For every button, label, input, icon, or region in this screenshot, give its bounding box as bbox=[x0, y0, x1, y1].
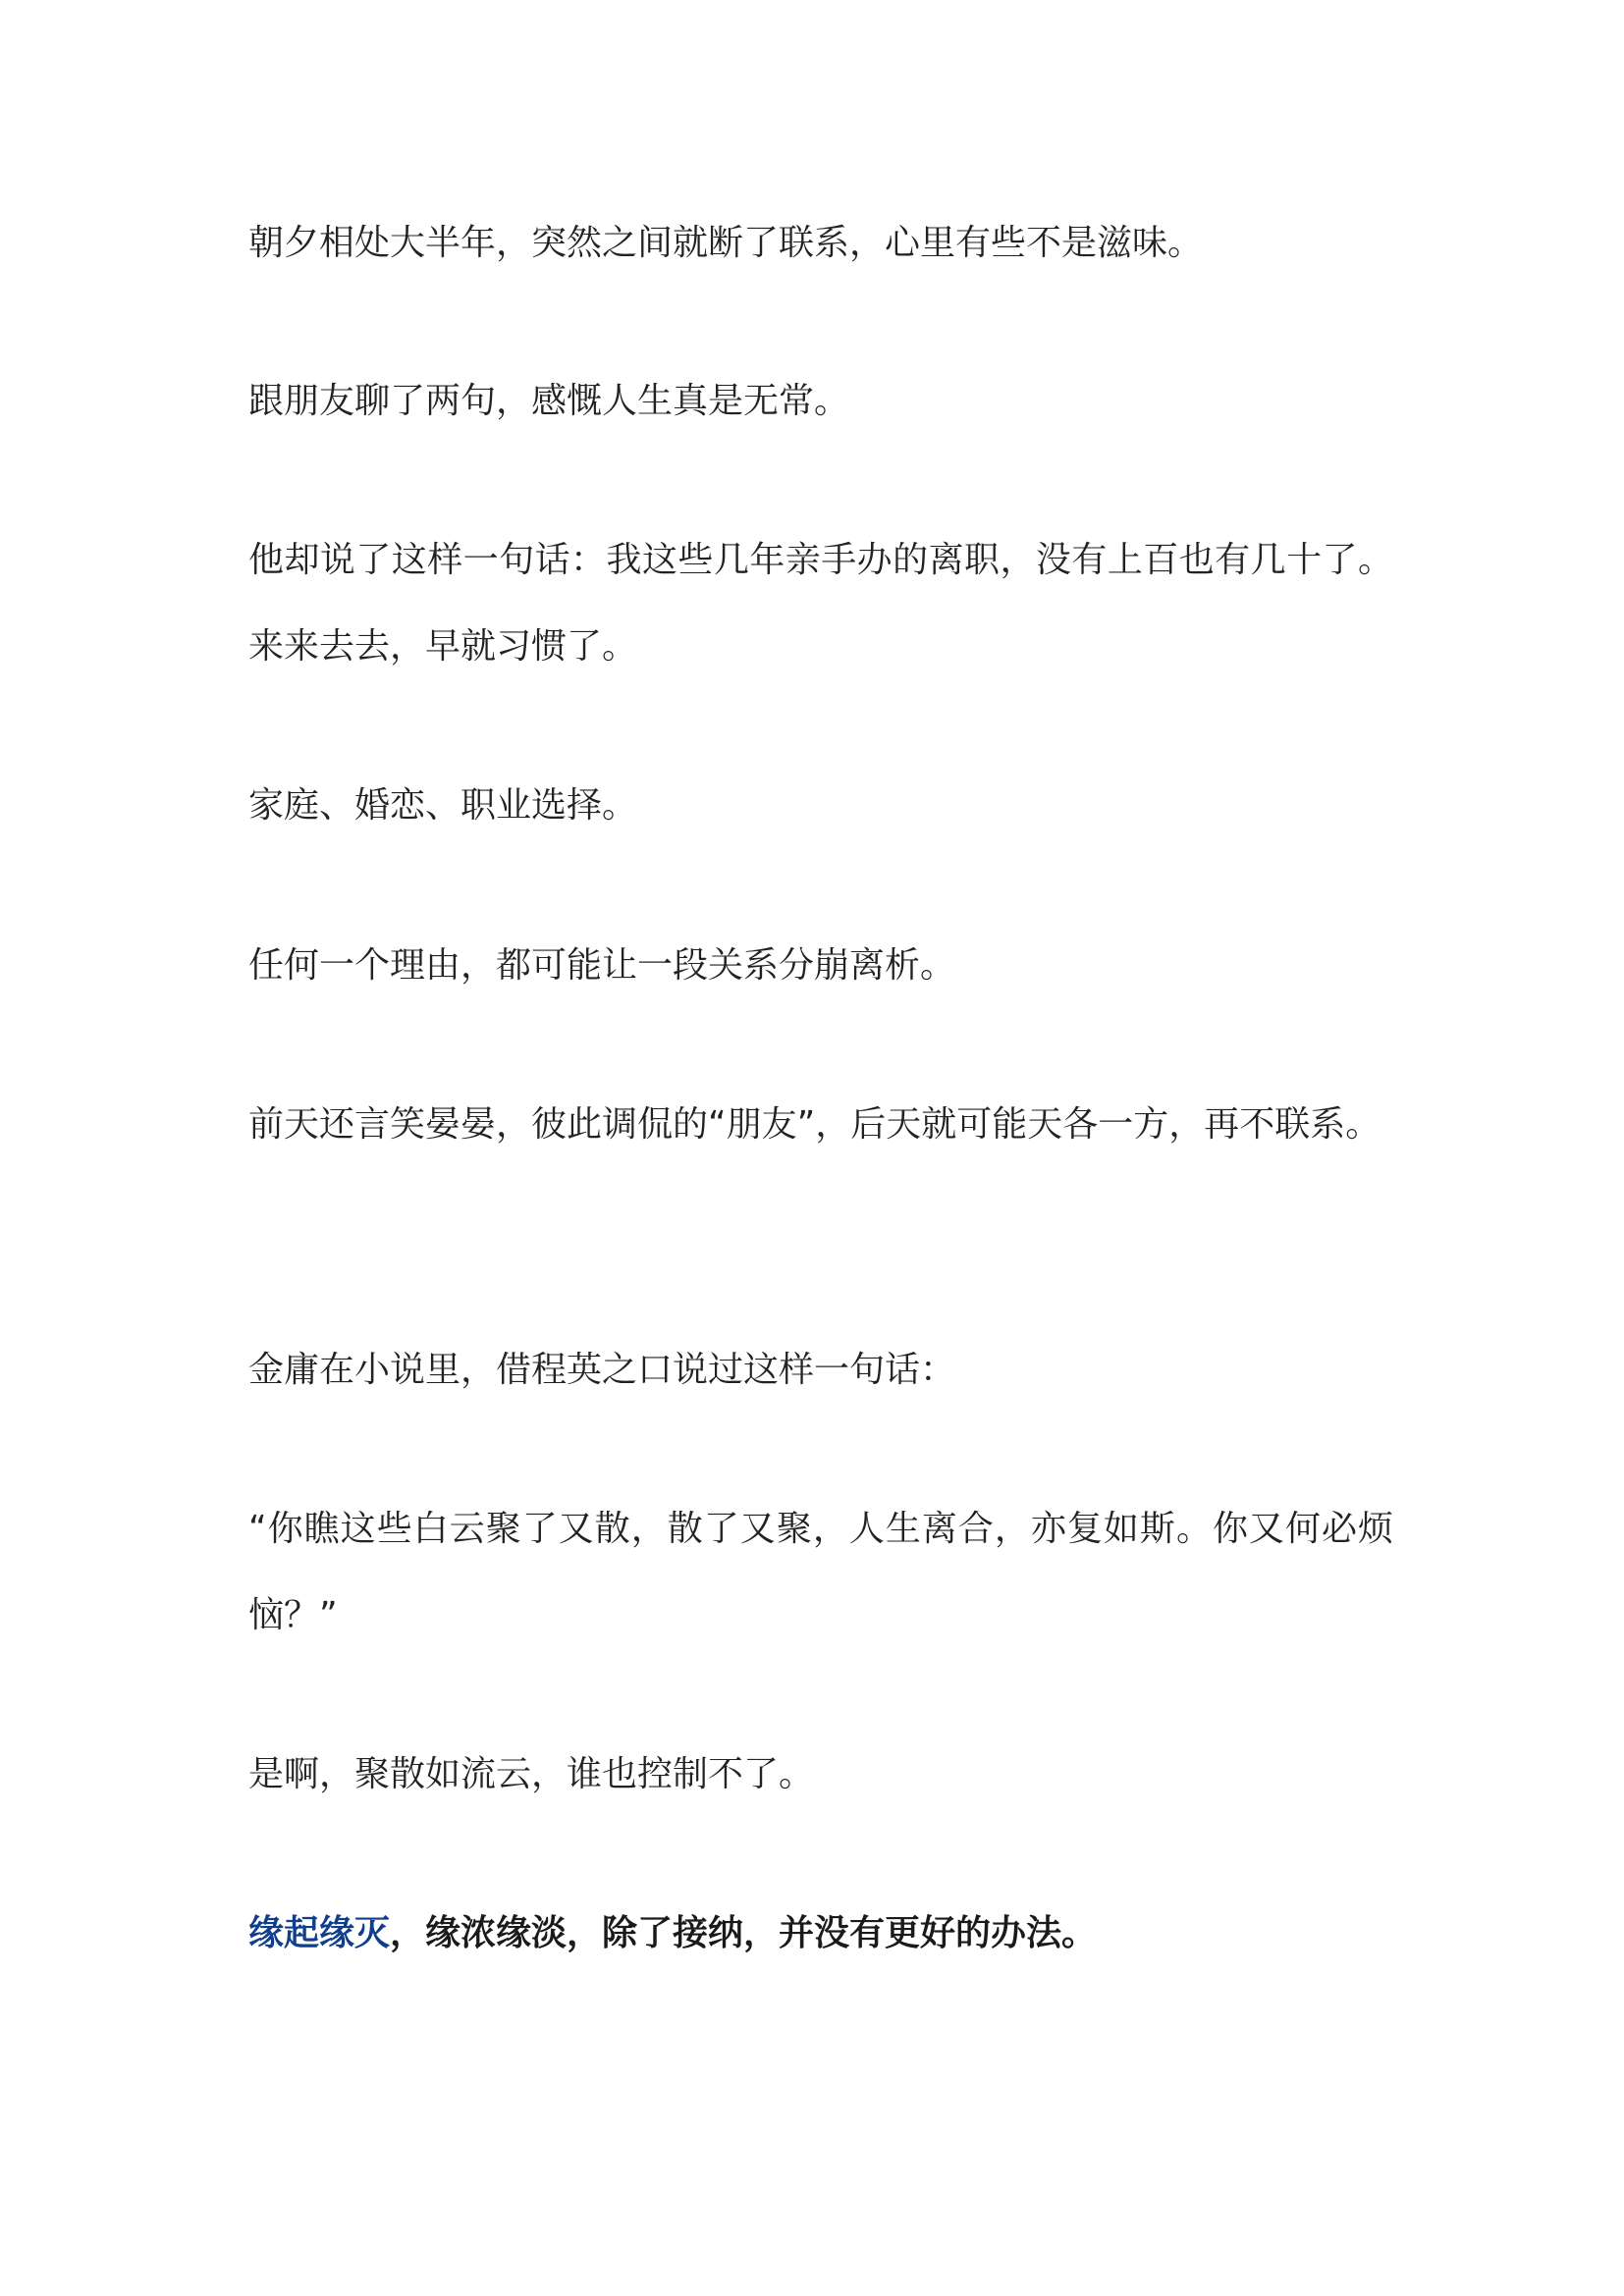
paragraph: 朝夕相处大半年，突然之间就断了联系，心里有些不是滋味。 bbox=[248, 223, 1204, 263]
paragraph: 任何一个理由，都可能让一段关系分崩离析。 bbox=[248, 945, 956, 986]
paragraph: 是啊，聚散如流云，谁也控制不了。 bbox=[248, 1754, 815, 1794]
paragraph: 家庭、婚恋、职业选择。 bbox=[248, 785, 638, 826]
closing-paragraph bbox=[248, 1891, 1393, 1977]
closing-text: ，缘浓缘淡，除了接纳，并没有更好的办法。 bbox=[390, 1913, 1098, 1953]
quote-paragraph: “你瞧这些白云聚了又散，散了又聚，人生离合，亦复如斯。你又何必烦恼？” bbox=[248, 1509, 1393, 1635]
paragraph: 他却说了这样一句话：我这些几年亲手办的离职，没有上百也有几十了。来来去去，早就习惯了。 bbox=[248, 540, 1393, 667]
paragraph: 前天还言笑晏晏，彼此调侃的“朋友”，后天就可能天各一方，再不联系。 bbox=[248, 1104, 1381, 1145]
highlighted-phrase: 缘起缘灭 bbox=[248, 1913, 391, 1953]
paragraph: 金庸在小说里，借程英之口说过这样一句话： bbox=[248, 1350, 956, 1390]
paragraph: 跟朋友聊了两句，感慨人生真是无常。 bbox=[248, 381, 850, 421]
